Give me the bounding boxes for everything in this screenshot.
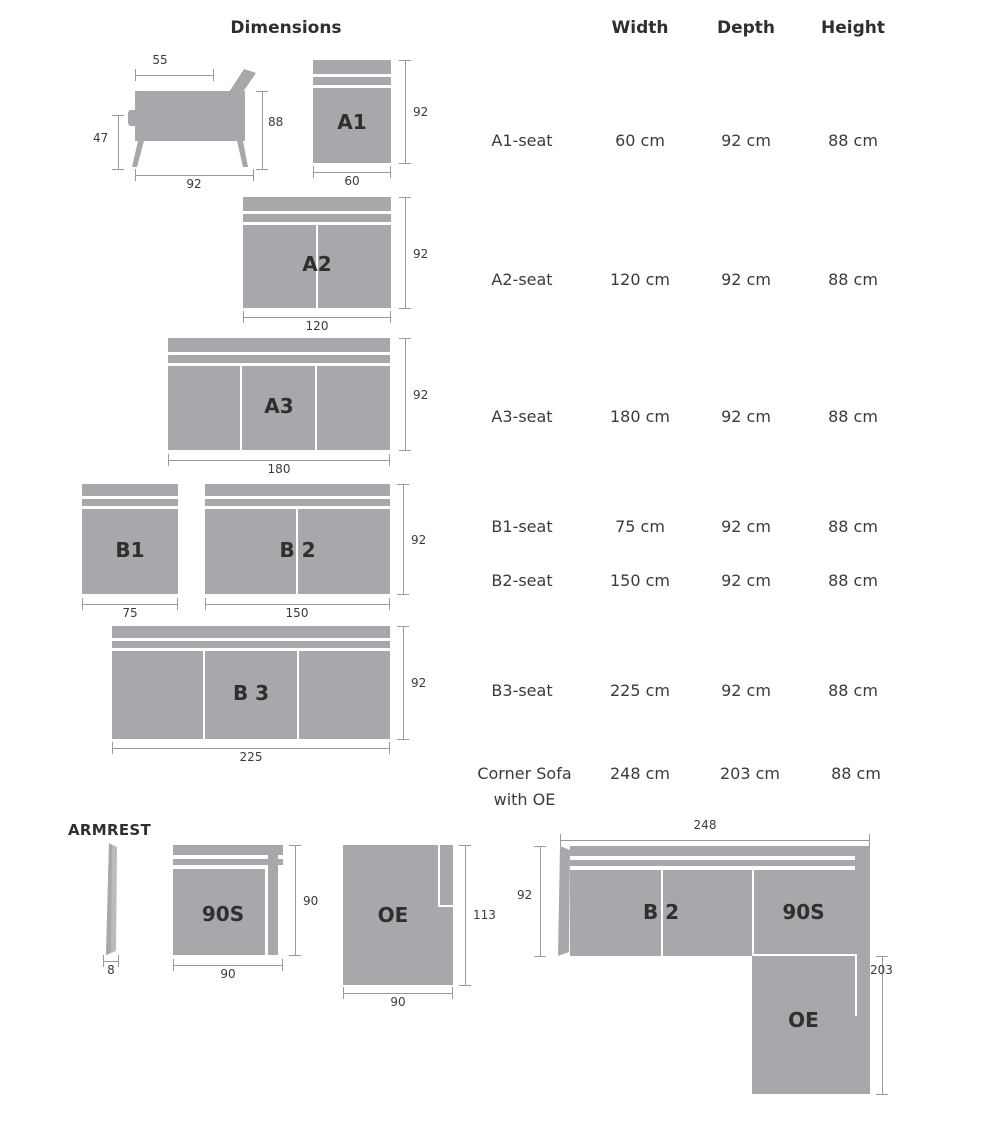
s90-depth-tick-bottom bbox=[289, 955, 301, 956]
b2-depth-dimline bbox=[403, 484, 404, 594]
b3-dim-width: 225 bbox=[239, 750, 263, 764]
a1-width-tick-right bbox=[390, 166, 391, 178]
a1-side-height-tick-top bbox=[256, 91, 268, 92]
corner-dim-total-depth: 203 bbox=[870, 963, 893, 977]
a2-width-tick-right bbox=[390, 311, 391, 323]
row-height-a2: 88 cm bbox=[828, 270, 878, 289]
oe-width-tick-right bbox=[452, 987, 453, 999]
corner-depth-tick-top bbox=[534, 846, 546, 847]
header-height: Height bbox=[821, 18, 885, 38]
row-height-a1: 88 cm bbox=[828, 131, 878, 150]
a1-side-dim-left: 47 bbox=[93, 131, 109, 145]
corner-depth-tick-bottom bbox=[534, 956, 546, 957]
row-height-b3: 88 cm bbox=[828, 681, 878, 700]
row-depth-a2: 92 cm bbox=[721, 270, 771, 289]
oe-depth-tick-top bbox=[459, 845, 471, 846]
corner-back-inner bbox=[570, 860, 870, 866]
oe-divider-v bbox=[438, 845, 440, 907]
b2-width-tick-left bbox=[205, 598, 206, 610]
corner-dim-total-width: 248 bbox=[693, 818, 717, 832]
row-height-a3: 88 cm bbox=[828, 407, 878, 426]
header-dimensions: Dimensions bbox=[230, 18, 342, 38]
a2-backrest bbox=[243, 197, 391, 211]
row-name-a3: A3-seat bbox=[491, 407, 553, 426]
s90-back-outer bbox=[173, 845, 283, 855]
row-name-corner-line2: with OE bbox=[493, 790, 556, 809]
diagram-b3-top-view bbox=[112, 626, 427, 764]
corner-dim-seat-depth: 92 bbox=[517, 888, 533, 902]
b3-label: B 3 bbox=[232, 681, 270, 705]
row-width-b2: 150 cm bbox=[609, 571, 670, 590]
a1-dim-depth: 92 bbox=[413, 105, 429, 119]
b2-width-tick-right bbox=[389, 598, 390, 610]
a2-width-dimline bbox=[243, 317, 391, 318]
row-width-corner: 248 cm bbox=[609, 764, 670, 783]
a1-side-bottom-tick-left bbox=[135, 169, 136, 181]
diagram-a3-top-view bbox=[168, 338, 448, 476]
corner-total-depth-tick-bottom bbox=[876, 1094, 888, 1095]
a1-depth-dimline bbox=[405, 60, 406, 163]
a1-label: A1 bbox=[337, 110, 367, 134]
b1-label: B1 bbox=[115, 538, 145, 562]
a1-side-height-tick-bottom bbox=[256, 169, 268, 170]
armrest-title: ARMREST bbox=[68, 821, 152, 839]
a2-depth-tick-top bbox=[399, 197, 411, 198]
a1-side-seatheight-dimline bbox=[118, 115, 119, 169]
diagram-90s bbox=[173, 845, 333, 981]
a3-width-tick-right bbox=[389, 454, 390, 466]
b2-back-top bbox=[205, 499, 390, 506]
b1-width-tick-left bbox=[82, 598, 83, 610]
diagram-corner-sofa bbox=[517, 818, 980, 1118]
b2-backrest bbox=[205, 484, 390, 496]
a1-depth-tick-bottom bbox=[399, 163, 411, 164]
s90-side-outer bbox=[268, 845, 278, 955]
s90-depth-tick-top bbox=[289, 845, 301, 846]
corner-width-dimline bbox=[560, 840, 870, 841]
b1-width-tick-right bbox=[177, 598, 178, 610]
a3-width-dimline bbox=[168, 460, 390, 461]
b2-depth-tick-bottom bbox=[397, 594, 409, 595]
b1-backrest bbox=[82, 484, 178, 496]
a1-side-seatheight-tick-top bbox=[112, 115, 124, 116]
row-depth-a1: 92 cm bbox=[721, 131, 771, 150]
a1-width-dimline bbox=[313, 172, 391, 173]
row-height-corner: 88 cm bbox=[831, 764, 881, 783]
b3-width-tick-left bbox=[112, 742, 113, 754]
a1-side-legs bbox=[130, 141, 255, 169]
row-width-b1: 75 cm bbox=[615, 517, 665, 536]
row-width-a1: 60 cm bbox=[615, 131, 665, 150]
b3-backrest bbox=[112, 626, 390, 638]
a1-side-top-tick-left bbox=[135, 69, 136, 81]
a2-back-top bbox=[243, 214, 391, 222]
row-height-b2: 88 cm bbox=[828, 571, 878, 590]
a3-depth-tick-top bbox=[399, 338, 411, 339]
b3-back-top bbox=[112, 641, 390, 648]
corner-total-depth-tick-top bbox=[876, 956, 888, 957]
a2-dim-width: 120 bbox=[305, 319, 329, 333]
a2-width-tick-left bbox=[243, 311, 244, 323]
a1-side-dim-bottom: 92 bbox=[186, 177, 202, 191]
diagram-a2-top-view bbox=[243, 197, 443, 332]
a1-backrest bbox=[313, 60, 391, 74]
corner-width-tick-left bbox=[560, 834, 561, 846]
b2-label: B 2 bbox=[279, 538, 316, 562]
a3-depth-dimline bbox=[405, 338, 406, 450]
a1-side-cushion-nub bbox=[128, 110, 137, 126]
b3-dim-depth: 92 bbox=[411, 676, 427, 690]
row-name-a2: A2-seat bbox=[491, 270, 553, 289]
a2-label: A2 bbox=[302, 252, 332, 276]
b2-dim-depth: 92 bbox=[411, 533, 427, 547]
oe-depth-dimline bbox=[465, 845, 466, 985]
a1-side-bottom-tick-right bbox=[253, 169, 254, 181]
b3-width-dimline bbox=[112, 748, 390, 749]
corner-b2-label: B 2 bbox=[642, 900, 680, 924]
b3-width-tick-right bbox=[389, 742, 390, 754]
b2-depth-tick-top bbox=[397, 484, 409, 485]
row-height-b1: 88 cm bbox=[828, 517, 878, 536]
b3-depth-tick-bottom bbox=[397, 739, 409, 740]
a2-depth-tick-bottom bbox=[399, 308, 411, 309]
a3-width-tick-left bbox=[168, 454, 169, 466]
diagram-b1-top-view bbox=[82, 484, 192, 620]
header-width: Width bbox=[611, 18, 669, 38]
armrest-shape bbox=[95, 843, 135, 958]
row-name-b2: B2-seat bbox=[491, 571, 553, 590]
oe-depth-tick-bottom bbox=[459, 985, 471, 986]
b2-dim-width: 150 bbox=[285, 606, 309, 620]
b2-width-dimline bbox=[205, 604, 390, 605]
s90-dim-depth: 90 bbox=[303, 894, 319, 908]
b1-width-dimline bbox=[82, 604, 178, 605]
a1-width-tick-left bbox=[313, 166, 314, 178]
row-name-corner bbox=[447, 761, 602, 813]
corner-back-outer bbox=[570, 846, 870, 856]
corner-depth-dimline bbox=[540, 846, 541, 956]
row-depth-corner: 203 cm bbox=[719, 764, 780, 783]
row-name-corner-line1: Corner Sofa bbox=[477, 764, 572, 783]
b3-depth-tick-top bbox=[397, 626, 409, 627]
a1-depth-tick-top bbox=[399, 60, 411, 61]
a1-side-bottom-dimline bbox=[135, 175, 253, 176]
a3-dim-depth: 92 bbox=[413, 388, 429, 402]
row-depth-a3: 92 cm bbox=[721, 407, 771, 426]
oe-label: OE bbox=[377, 903, 409, 927]
s90-depth-dimline bbox=[295, 845, 296, 955]
corner-90s-label: 90S bbox=[782, 900, 825, 924]
row-depth-b2: 92 cm bbox=[721, 571, 771, 590]
b3-depth-dimline bbox=[403, 626, 404, 739]
a3-backrest bbox=[168, 338, 390, 352]
a2-depth-dimline bbox=[405, 197, 406, 308]
a3-depth-tick-bottom bbox=[399, 450, 411, 451]
diagram-a1-top-view bbox=[313, 60, 433, 188]
corner-oe-label: OE bbox=[788, 1008, 819, 1032]
corner-oe-divider bbox=[855, 956, 857, 1016]
s90-width-tick-left bbox=[173, 959, 174, 971]
b1-back-top bbox=[82, 499, 178, 506]
b1-dim-width: 75 bbox=[122, 606, 138, 620]
row-name-b3: B3-seat bbox=[491, 681, 553, 700]
armrest-dim-width: 8 bbox=[107, 963, 115, 977]
oe-dim-depth: 113 bbox=[473, 908, 496, 922]
oe-width-dimline bbox=[343, 993, 453, 994]
row-name-b1: B1-seat bbox=[491, 517, 553, 536]
row-depth-b3: 92 cm bbox=[721, 681, 771, 700]
row-name-a1: A1-seat bbox=[491, 131, 553, 150]
a1-side-top-dimline bbox=[135, 75, 213, 76]
oe-width-tick-left bbox=[343, 987, 344, 999]
a3-dim-width: 180 bbox=[267, 462, 291, 476]
a1-side-height-dimline bbox=[262, 91, 263, 169]
s90-label: 90S bbox=[201, 902, 245, 926]
s90-width-tick-right bbox=[282, 959, 283, 971]
row-width-a3: 180 cm bbox=[609, 407, 670, 426]
a1-side-dim-top: 55 bbox=[152, 53, 168, 67]
a1-side-dim-height: 88 bbox=[268, 115, 284, 129]
corner-90s-side bbox=[855, 846, 870, 956]
oe-dim-width: 90 bbox=[390, 995, 406, 1009]
a1-dim-width: 60 bbox=[344, 174, 360, 188]
diagram-oe bbox=[343, 845, 513, 1009]
a1-side-body bbox=[135, 91, 245, 141]
s90-back-inner bbox=[173, 859, 283, 865]
a1-side-seatheight-tick-bottom bbox=[112, 169, 124, 170]
a2-dim-depth: 92 bbox=[413, 247, 429, 261]
row-width-b3: 225 cm bbox=[609, 681, 670, 700]
corner-width-tick-right bbox=[869, 834, 870, 846]
s90-width-dimline bbox=[173, 965, 283, 966]
diagram-b2-top-view bbox=[205, 484, 435, 620]
diagram-a1-side-view bbox=[93, 53, 290, 195]
armrest-width-dimline bbox=[103, 961, 119, 962]
a1-back-top bbox=[313, 77, 391, 85]
a3-back-top bbox=[168, 355, 390, 363]
header-depth: Depth bbox=[716, 18, 776, 38]
diagram-armrest bbox=[95, 843, 175, 977]
row-width-a2: 120 cm bbox=[609, 270, 670, 289]
a3-label: A3 bbox=[264, 394, 294, 418]
row-depth-b1: 92 cm bbox=[721, 517, 771, 536]
s90-dim-width: 90 bbox=[220, 967, 236, 981]
